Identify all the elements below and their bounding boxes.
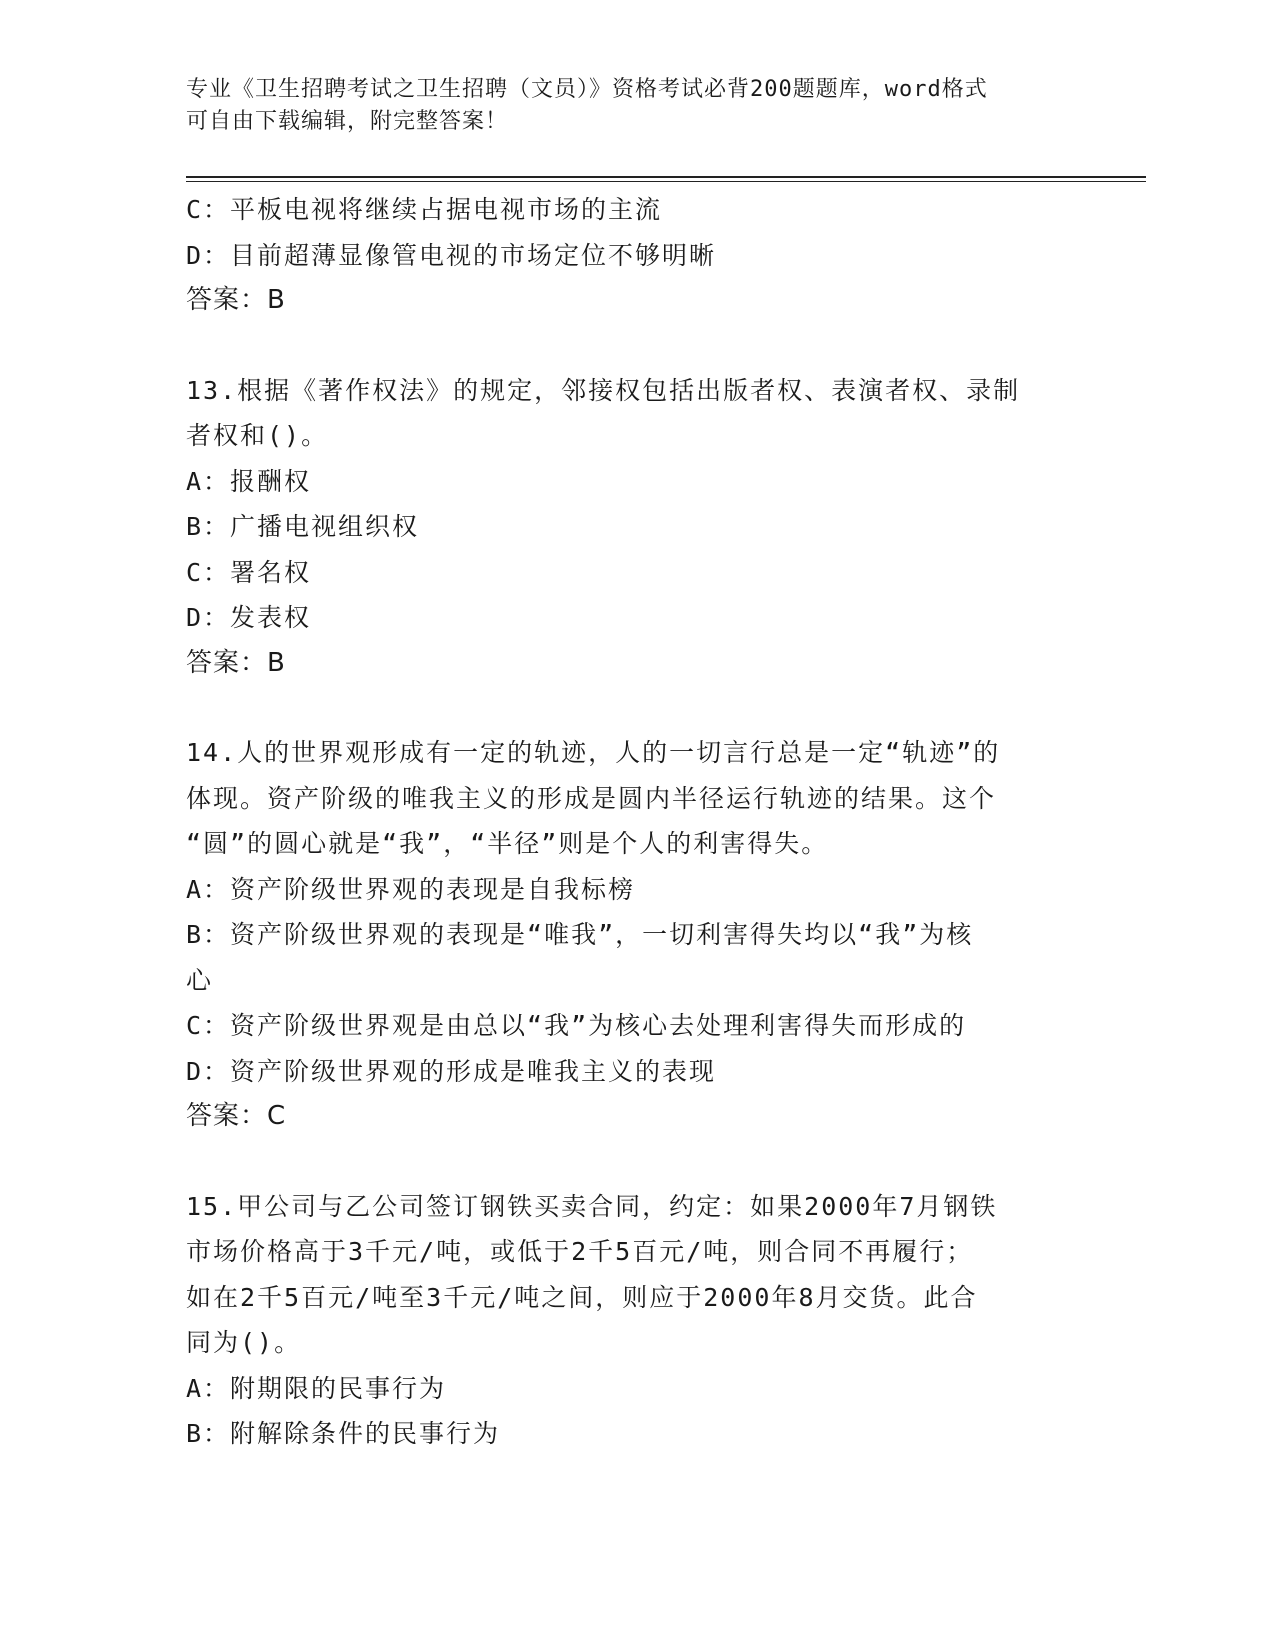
- answer-line: 答案：B: [186, 647, 286, 678]
- header-line-2: 可自由下载编辑，附完整答案！: [186, 109, 509, 134]
- option-b: B：广播电视组织权: [186, 512, 420, 541]
- option-a: A：报酬权: [186, 466, 312, 496]
- question-list: [186, 187, 1086, 1457]
- question-block-13: [186, 368, 1086, 687]
- option-b: B：资产阶级世界观的表现是“唯我”，一切利害得失均以“我”为核: [186, 920, 974, 949]
- option-c: C：资产阶级世界观是由总以“我”为核心去处理利害得失而形成的: [186, 1011, 967, 1040]
- question-text: 15.甲公司与乙公司签订钢铁买卖合同，约定：如果2000年7月钢铁: [186, 1191, 998, 1221]
- question-text: 同为()。: [186, 1328, 302, 1357]
- question-block-14: [186, 730, 1086, 1140]
- header-line-1: 专业《卫生招聘考试之卫生招聘（文员）》资格考试必背200题题库，word格式: [186, 77, 988, 102]
- question-text: 体现。资产阶级的唯我主义的形成是圆内半径运行轨迹的结果。这个: [186, 783, 997, 813]
- question-text: 14.人的世界观形成有一定的轨迹，人的一切言行总是一定“轨迹”的: [186, 738, 1001, 767]
- question-text: 13.根据《著作权法》的规定，邻接权包括出版者权、表演者权、录制: [186, 375, 1021, 405]
- header-divider: [186, 176, 1146, 178]
- spacer: [186, 1140, 1086, 1184]
- question-block-15: [186, 1184, 1086, 1457]
- option-a: A：资产阶级世界观的表现是自我标榜: [186, 874, 636, 904]
- question-text: 市场价格高于3千元/吨，或低于2千5百元/吨，则合同不再履行；: [186, 1237, 974, 1266]
- option-c: C：平板电视将继续占据电视市场的主流: [186, 195, 663, 224]
- option-d: D：目前超薄显像管电视的市场定位不够明晰: [186, 240, 717, 270]
- spacer: [186, 324, 1086, 368]
- document-header: [186, 74, 1066, 138]
- header-divider-thin: [186, 181, 1146, 182]
- spacer: [186, 686, 1086, 730]
- option-b: B：附解除条件的民事行为: [186, 1419, 501, 1448]
- option-d: D：资产阶级世界观的形成是唯我主义的表现: [186, 1056, 717, 1086]
- question-block-12: [186, 187, 1086, 324]
- option-c: C：署名权: [186, 557, 312, 587]
- question-text: 者权和()。: [186, 421, 329, 450]
- answer-line: 答案：C: [186, 1101, 287, 1131]
- answer-line: 答案：B: [186, 285, 286, 315]
- question-text: 如在2千5百元/吨至3千元/吨之间，则应于2000年8月交货。此合: [186, 1282, 978, 1312]
- option-b-continued: 心: [186, 965, 214, 995]
- option-d: D：发表权: [186, 603, 312, 632]
- question-text: “圆”的圆心就是“我”，“半径”则是个人的利害得失。: [186, 829, 829, 858]
- option-a: A：附期限的民事行为: [186, 1373, 447, 1403]
